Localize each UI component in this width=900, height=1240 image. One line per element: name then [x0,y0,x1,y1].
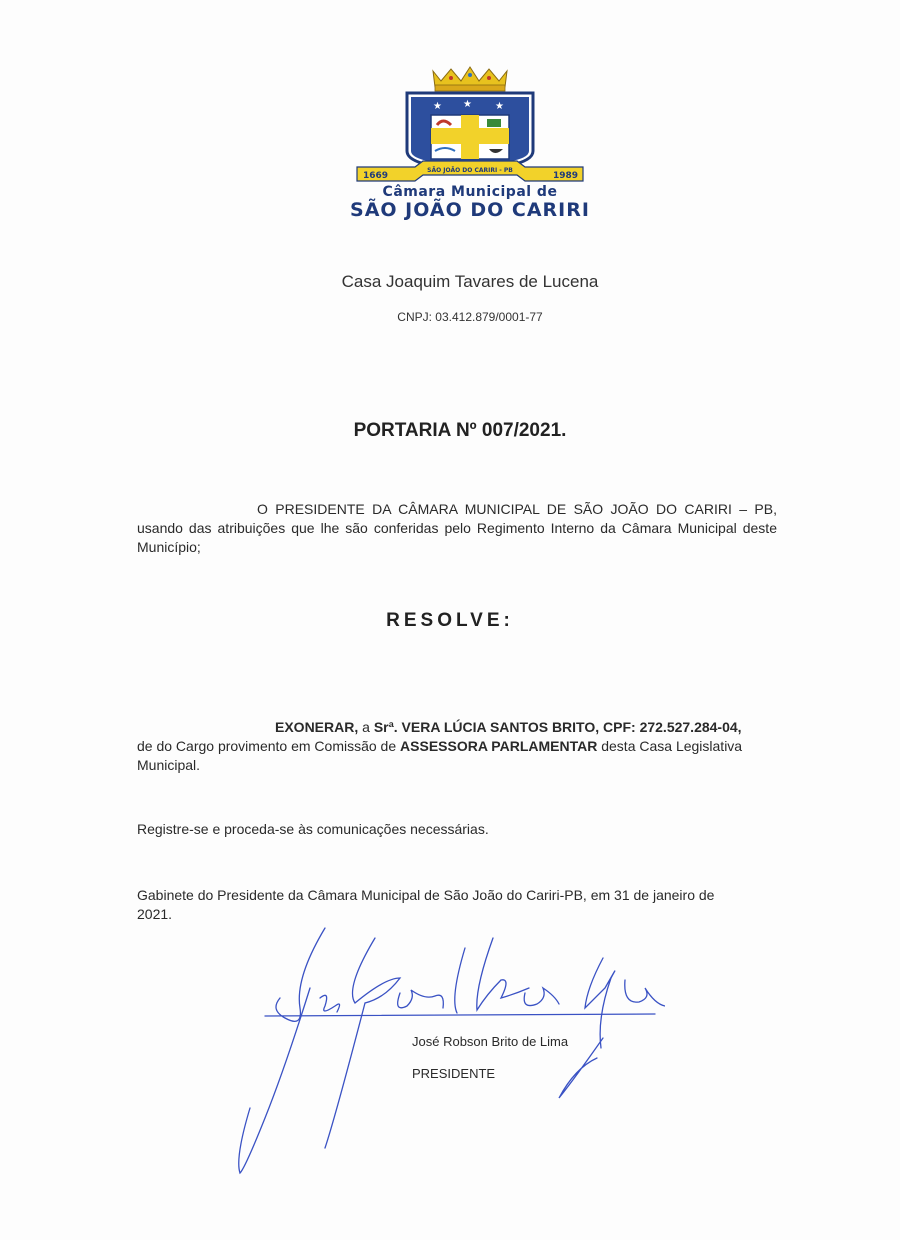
emblem-year-right: 1989 [553,171,579,181]
registration-paragraph: Registre-se e proceda-se às comunicações necessárias. [137,821,489,837]
decision-role: ASSESSORA PARLAMENTAR [400,738,598,754]
decision-text-2: de do Cargo provimento em Comissão de [137,738,401,754]
svg-text:★: ★ [463,99,472,110]
handwritten-signature [225,918,665,1188]
svg-text:★: ★ [433,101,442,112]
svg-text:★: ★ [495,101,504,112]
house-name: Casa Joaquim Tavares de Lucena [341,272,599,291]
institution-line-1: Câmara Municipal de [382,184,558,200]
preamble-paragraph [137,500,777,557]
decision-verb: EXONERAR, [275,719,359,735]
cnpj-number: CNPJ: 03.412.879/0001-77 [397,310,543,324]
document-title: PORTARIA Nº 007/2021. [353,420,567,441]
decision-person: Srª. VERA LÚCIA SANTOS BRITO, CPF: 272.527.284-04, [373,719,742,735]
ribbon-banner [357,161,583,181]
resolve-heading: RESOLVE: [386,610,514,631]
decision-text-3: desta Casa Legislativa Municipal. [137,738,743,773]
preamble-text: O PRESIDENTE DA CÂMARA MUNICIPAL DE SÃO JOÃO DO CARIRI – PB, usando das atribuições que lhe são conferidas pelo Regimento Interno da Câmara Municipal deste Município; [137,501,777,555]
emblem-ribbon-text: SÃO JOÃO DO CARIRI - PB [427,167,513,174]
signer-name: José Robson Brito de Lima [412,1034,569,1049]
decision-paragraph [137,718,747,775]
emblem-year-left: 1669 [363,171,389,181]
signer-role: PRESIDENTE [412,1066,496,1081]
decision-text-1: a [358,719,374,735]
municipal-crest-logo [355,65,585,185]
closing-paragraph: Gabinete do Presidente da Câmara Municipal de São João do Cariri-PB, em 31 de janeiro de 2021. [137,887,715,922]
institution-line-2: SÃO JOÃO DO CARIRI [350,199,590,221]
shield-icon [407,93,533,169]
crown-icon [433,67,507,91]
